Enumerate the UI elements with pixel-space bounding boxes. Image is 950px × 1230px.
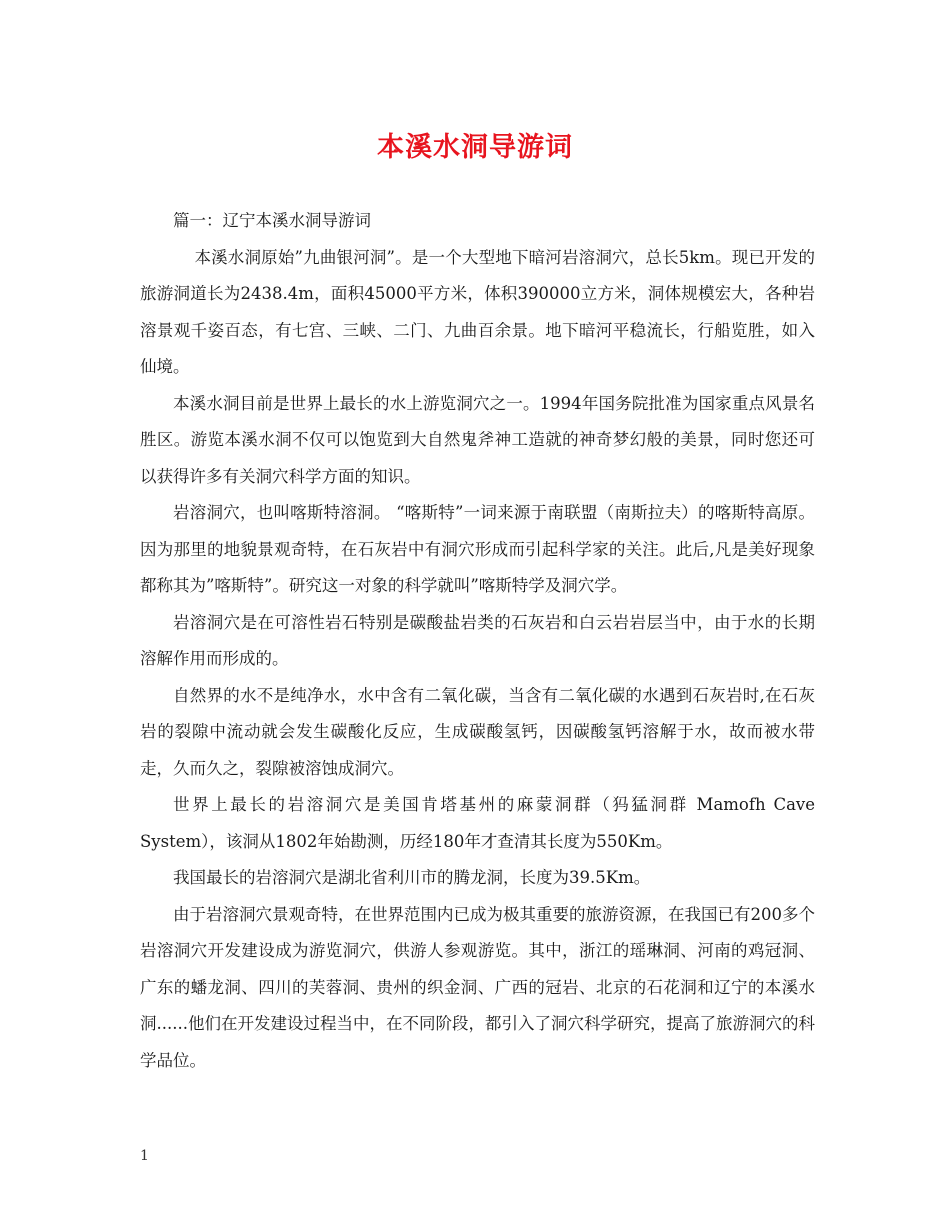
section-heading: 篇一：辽宁本溪水洞导游词 bbox=[173, 211, 371, 230]
paragraph: 世界上最长的岩溶洞穴是美国肯塔基州的麻蒙洞群（犸猛洞群 Mamofh Cave System），该洞从1802年始勘测，历经180年才查清其长度为550Km。 bbox=[140, 795, 815, 851]
paragraph: 我国最长的岩溶洞穴是湖北省利川市的腾龙洞，长度为39.5Km。 bbox=[173, 868, 651, 887]
paragraph: 岩溶洞穴是在可溶性岩石特别是碳酸盐岩类的石灰岩和白云岩岩层当中，由于水的长期溶解作用而形成的。 bbox=[140, 612, 815, 668]
paragraph: 岩溶洞穴，也叫喀斯特溶洞。 “喀斯特”一词来源于南联盟（南斯拉夫）的喀斯特高原。因为那里的地貌景观奇特，在石灰岩中有洞穴形成而引起科学家的关注。此后,凡是美好现象都称其为”喀斯特”。研究这一对象的科学就叫”喀斯特学及洞穴学。 bbox=[140, 503, 815, 595]
paragraph: 由于岩溶洞穴景观奇特，在世界范围内已成为极其重要的旅游资源，在我国已有200多个岩溶洞穴开发建设成为游览洞穴，供游人参观游览。其中，浙江的瑶琳洞、河南的鸡冠洞、广东的蟠龙洞、四川的芙蓉洞、贵州的织金洞、广西的冠岩、北京的石花洞和辽宁的本溪水洞......他们在开发建设过程当中，在不同阶段，都引入了洞穴科学研究，提高了旅游洞穴的科学品位。 bbox=[140, 904, 815, 1070]
page-number: 1 bbox=[140, 1148, 149, 1164]
document-title: 本溪水洞导游词 bbox=[377, 132, 573, 163]
paragraph: 本溪水洞目前是世界上最长的水上游览洞穴之一。1994年国务院批准为国家重点风景名胜区。游览本溪水洞不仅可以饱览到大自然鬼斧神工造就的神奇梦幻般的美景，同时您还可以获得许多有关洞穴科学方面的知识。 bbox=[140, 393, 815, 486]
paragraph: 本溪水洞原始”九曲银河洞”。是一个大型地下暗河岩溶洞穴，总长5km。现已开发的旅游洞道长为2438.4m，面积45000平方米，体积390000立方米，洞体规模宏大，各种岩溶景观千姿百态，有七宫、三峡、二门、九曲百余景。地下暗河平稳流长，行船览胜，如入仙境。 bbox=[140, 247, 815, 376]
paragraph: 自然界的水不是纯净水，水中含有二氧化碳，当含有二氧化碳的水遇到石灰岩时,在石灰岩的裂隙中流动就会发生碳酸化反应，生成碳酸氢钙，因碳酸氢钙溶解于水，故而被水带走，久而久之，裂隙被溶蚀成洞穴。 bbox=[140, 685, 815, 778]
document-body bbox=[140, 203, 815, 1079]
